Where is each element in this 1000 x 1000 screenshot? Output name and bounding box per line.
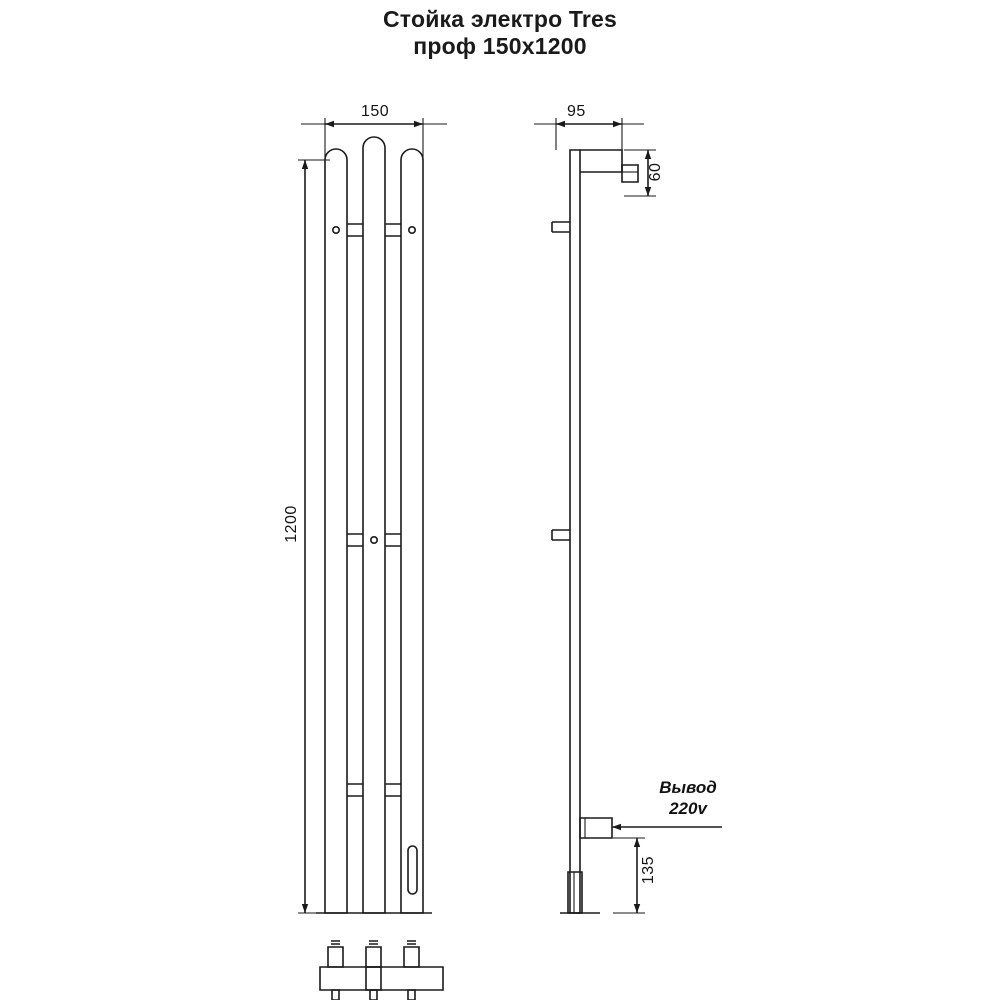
front-height-dim-label: 1200 <box>283 505 300 543</box>
front-height-arrow-bottom <box>302 904 308 913</box>
side-bottom-offset-dim-label: 135 <box>640 855 657 885</box>
bottom-detail-thread-middle <box>369 941 378 944</box>
front-hole-middle <box>371 537 377 543</box>
bottom-detail-center-block <box>366 967 381 990</box>
front-brace-lower-left <box>347 784 363 796</box>
bottom-detail-group <box>320 941 443 1000</box>
side-135-arrow-bottom <box>634 904 640 913</box>
front-bar-left <box>325 149 347 913</box>
outlet-annotation <box>640 777 736 819</box>
front-width-dim-label: 150 <box>361 103 390 120</box>
front-switch-indicator <box>408 846 417 894</box>
front-view-group <box>298 118 447 913</box>
front-height-arrow-top <box>302 160 308 169</box>
bottom-detail-foot-middle <box>370 990 377 1000</box>
page-title-line-1: Стойка электро Tres <box>382 6 618 32</box>
front-hole-upper-right <box>409 227 415 233</box>
bottom-detail-foot-left <box>332 990 339 1000</box>
bottom-detail-post-middle <box>366 947 381 967</box>
front-brace-upper-right <box>385 224 401 236</box>
side-top-terminal <box>622 165 638 182</box>
front-brace-upper-left <box>347 224 363 236</box>
side-top-arm <box>580 150 622 172</box>
bottom-detail-foot-right <box>408 990 415 1000</box>
front-brace-middle-right <box>385 534 401 546</box>
outlet-leader-arrow <box>612 824 621 830</box>
page-title-line-2: проф 150x1200 <box>413 33 587 59</box>
front-hole-upper-left <box>333 227 339 233</box>
bottom-detail-post-left <box>328 947 343 967</box>
front-width-arrow-left <box>325 121 334 127</box>
side-depth-dim-label: 95 <box>567 103 586 120</box>
side-profile-body <box>570 150 580 913</box>
bottom-detail-thread-left <box>331 941 340 944</box>
outlet-annotation-line-2: 220v <box>669 799 707 818</box>
side-depth-arrow-right <box>613 121 622 127</box>
bottom-detail-thread-right <box>407 941 416 944</box>
front-brace-middle-left <box>347 534 363 546</box>
side-bracket-upper <box>552 222 570 232</box>
side-top-offset-dim-label: 60 <box>647 162 664 182</box>
side-bracket-middle <box>552 530 570 540</box>
front-width-arrow-right <box>414 121 423 127</box>
front-bar-right <box>401 149 423 913</box>
side-60-arrow-bottom <box>645 187 651 196</box>
bottom-detail-post-right <box>404 947 419 967</box>
side-135-arrow-top <box>634 838 640 847</box>
outlet-annotation-line-1: Вывод <box>659 778 717 797</box>
front-brace-lower-right <box>385 784 401 796</box>
front-bar-middle <box>363 137 385 913</box>
side-depth-arrow-left <box>556 121 565 127</box>
